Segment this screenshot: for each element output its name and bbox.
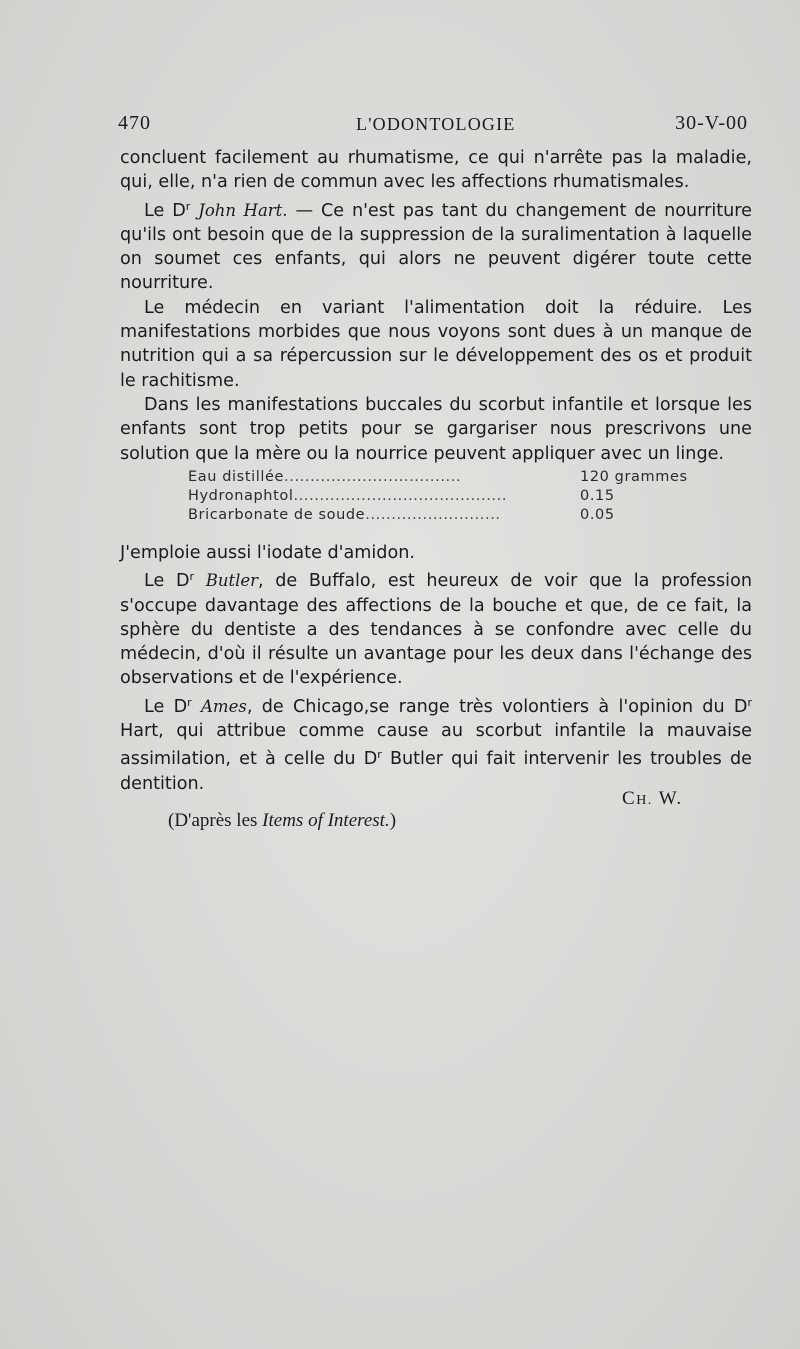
signature-initial: C [622,788,637,809]
paragraph-7-sup: r [187,695,192,709]
issue-date: 30-V-00 [675,112,748,134]
paragraph-6-name: Butler [205,571,258,591]
paragraph-6-text: , de Buffalo, est heureux de voir que la profession s'occupe davantage des affections de la bouche et que, de ce fait, la sphère du dentiste a des tendances à se confondre avec celle du médecin, d'où il résulte un avantage pour les deux dans l'échange des observations et de l'expérience. [120,571,752,689]
paragraph-7-sup-2: r [747,695,752,709]
paragraph-2-prefix: Le D [144,200,186,221]
signature [622,788,683,810]
leader-dots: .................................. [284,469,462,485]
source-title: Items of Interest. [262,810,390,831]
source-prefix: (D'après les [168,810,263,831]
paragraph-2 [120,195,752,296]
ingredient-name: Bricarbonate de soude [188,507,366,523]
paragraph-7-sup-3: r [377,748,382,762]
ingredient-name: Hydronaphtol [188,488,294,504]
prescription-table [188,468,688,525]
paragraph-6-prefix: Le D [144,571,190,592]
paragraph-6-sup: r [189,570,195,584]
paragraph-6 [120,565,752,690]
body-text-lower [120,541,752,796]
source-suffix: ) [389,810,397,831]
ingredient-quantity: 0.15 [580,488,615,504]
prescription-row [188,487,688,506]
signature-name: W. [658,788,683,809]
paragraph-3: Le médecin en variant l'alimentation doit la réduire. Les manifestations morbides que nous voyons sont dues à un manque de nutrition qui a sa répercussion sur le développement des os et produit le rachitisme. [120,297,752,391]
paragraph-7-name: Ames [201,696,247,716]
page-number: 470 [118,112,151,134]
leader-dots: ......................................... [293,488,508,504]
paragraph-7 [120,691,752,796]
ingredient-name: Eau distillée [188,469,285,485]
journal-title: L'ODONTOLOGIE [356,114,516,134]
paragraph-1: concluent facilement au rhumatisme, ce qui n'arrête pas la maladie, qui, elle, n'a rien de commun avec les affections rhumatismales. [120,148,752,193]
source-citation [168,810,396,832]
paragraph-2-text: — Ce n'est pas tant du changement de nourriture qu'ils ont besoin que de la suppression de la suralimentation à laquelle on soumet ces enfants, qui alors ne peuvent digérer toute cette nourriture. [120,200,752,294]
paragraph-5: J'emploie aussi l'iodate d'amidon. [120,543,415,563]
paragraph-7-text-c: Butler qui fait intervenir les troubles de dentition. [120,749,752,794]
paragraph-2-sup: r [185,199,191,213]
paragraph-2-name: John Hart. [198,200,288,220]
running-header [118,112,748,142]
ingredient-quantity: 0.05 [580,507,615,523]
paragraph-7-text-b: Hart, qui attribue comme cause au scorbut infantile la mauvaise assimilation, et à celle du D [120,721,752,770]
paragraph-7-text-a: , de Chicago,se range très volontiers à l'opinion du D [246,696,748,717]
signature-initial-rest: H. [636,793,653,808]
prescription-row [188,468,688,487]
leader-dots: .......................... [365,507,501,523]
paragraph-7-prefix: Le D [144,696,188,717]
body-text-upper [120,146,752,466]
paragraph-4: Dans les manifestations buccales du scorbut infantile et lorsque les enfants sont trop petits pour se gargariser nous prescrivons une solution que la mère ou la nourrice peuvent appliquer avec un linge. [120,394,752,464]
ingredient-quantity: 120 grammes [580,469,688,485]
prescription-row [188,506,688,525]
